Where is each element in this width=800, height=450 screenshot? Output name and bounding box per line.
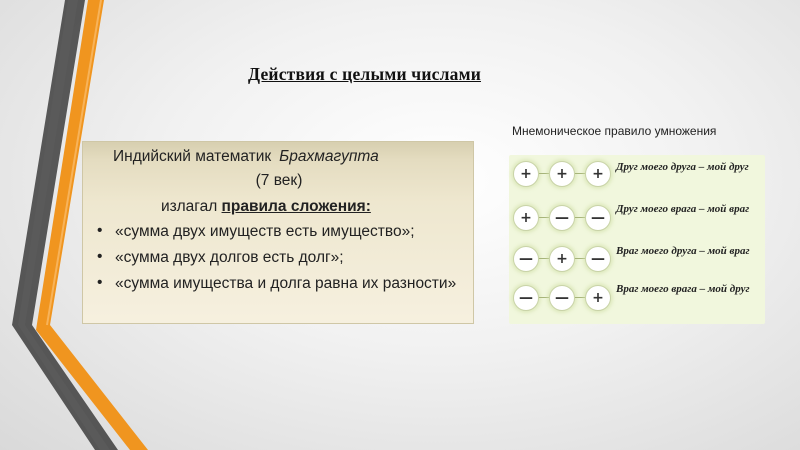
bullet-icon: • (97, 222, 103, 239)
bullet-icon: • (97, 248, 103, 265)
sign-circle: + (513, 161, 539, 187)
mnemonic-row (509, 203, 765, 233)
sign-circle: + (585, 161, 611, 187)
bullet-icon: • (97, 274, 103, 291)
connector (539, 173, 549, 174)
rule-text: «сумма двух долгов есть долг»; (115, 249, 344, 266)
addition-rules-label: правила сложения: (221, 198, 371, 215)
connector (575, 173, 585, 174)
sign-circle: + (549, 161, 575, 187)
sign-circle: — (513, 285, 539, 311)
rules-prefix: излагал (161, 198, 222, 215)
sign-circle: — (585, 246, 611, 272)
mnemonic-text: Враг моего врага – мой друг (616, 283, 750, 295)
mnemonic-row (509, 159, 765, 189)
connector (575, 297, 585, 298)
mnemonic-row (509, 283, 765, 313)
connector (575, 217, 585, 218)
rules-line (161, 198, 371, 216)
sign-circle: — (549, 285, 575, 311)
sign-circle: — (549, 205, 575, 231)
sign-circle: — (585, 205, 611, 231)
page-title: Действия с целыми числами (248, 64, 481, 84)
connector (539, 217, 549, 218)
sign-circle: + (549, 246, 575, 272)
mnemonic-caption: Мнемоническое правило умножения (512, 124, 717, 138)
mnemonic-row (509, 244, 765, 274)
connector (539, 258, 549, 259)
intro-prefix: Индийский математик (113, 148, 272, 165)
connector (539, 297, 549, 298)
century-line: (7 век) (255, 172, 303, 189)
sign-circle: + (585, 285, 611, 311)
rule-text: «сумма имущества и долга равна их разности» (115, 275, 457, 292)
mnemonic-rule-box (509, 155, 765, 324)
sign-circle: — (513, 246, 539, 272)
brahmagupta-quote-box (82, 141, 474, 324)
sign-circle: + (513, 205, 539, 231)
rule-text: «сумма двух имуществ есть имущество»; (115, 223, 415, 240)
mnemonic-text: Друг моего друга – мой друг (616, 161, 749, 173)
intro-line (113, 148, 379, 166)
mnemonic-text: Враг моего друга – мой враг (616, 245, 750, 257)
mathematician-name: Брахмагупта (279, 148, 379, 165)
mnemonic-text: Друг моего врага – мой враг (616, 203, 750, 215)
connector (575, 258, 585, 259)
